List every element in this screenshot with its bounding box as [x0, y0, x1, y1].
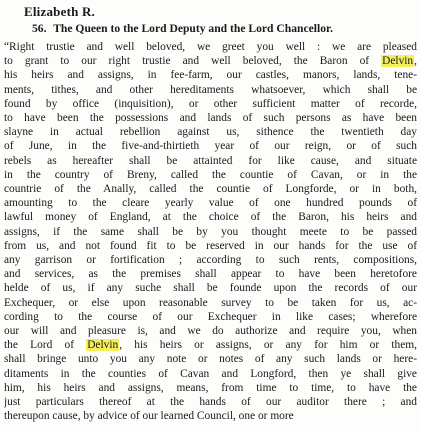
text-line: [4, 395, 417, 409]
text-line: [4, 182, 417, 196]
line-text: “Right trustie and well beloved, we greet you well : we are pleased: [4, 41, 417, 53]
text-line: [4, 409, 417, 423]
highlighted-name: Delvin: [87, 339, 119, 352]
letter-heading: [32, 22, 333, 35]
text-line: [4, 267, 417, 281]
line-text: to have been the possessions and lands of such persons as have been: [4, 112, 417, 124]
line-text: his heirs and assigns, in fee-farm, our castles, manors, lands, tene-: [4, 69, 417, 82]
text-line: [4, 367, 417, 381]
text-line: [4, 310, 417, 324]
text-line: [4, 168, 417, 182]
line-text: ditaments in the counties of Cavan and Longford, then ye shall give: [4, 367, 417, 380]
line-text: assigns, if the same shall be by you thought meete to be passed: [4, 225, 417, 238]
line-text: shall bringe unto you any note or notes of any such lands or here-: [4, 353, 417, 366]
text-line: [4, 83, 417, 97]
text-line: [4, 97, 417, 111]
heading-title: The Queen to the Lord Deputy and the Lord Chancellor.: [53, 22, 333, 35]
text-line: [4, 338, 417, 352]
signature-line: Elizabeth R.: [24, 4, 96, 19]
text-line: [4, 196, 417, 210]
line-text: our will and pleasure is, and we do authorize and require you, when: [4, 325, 417, 337]
text-line: [4, 225, 417, 239]
text-line: [4, 210, 417, 224]
line-text: just particulars thereof at the hands of our auditor there ; and: [4, 396, 417, 408]
line-text: ments, tithes, and other hereditaments whatsoever, which shall be: [4, 83, 417, 96]
text-line: [4, 125, 417, 139]
line-text-continued: , his heirs or assigns, or any for him or them,: [119, 339, 417, 352]
line-text: thereupon cause, by advice of our learned Council, one or more: [4, 410, 294, 423]
highlighted-name: Delvin: [382, 55, 414, 68]
text-line: [4, 324, 417, 338]
text-line: [4, 68, 417, 82]
line-text: from us, and not found fit to be reserved in our hands for the use of: [4, 239, 417, 252]
line-text: countrie of the Anally, called the countie of Longforde, or in both,: [4, 183, 417, 195]
text-line: [4, 281, 417, 295]
text-line: [4, 111, 417, 125]
line-text: slayne in actual rebellion against us, sithence the twentieth day: [4, 126, 417, 139]
line-text: in the country of Breny, called the countie of Cavan, or in the: [4, 168, 417, 181]
text-line: [4, 40, 417, 54]
text-line: [4, 381, 417, 395]
line-text: him, his heirs and assigns, means, from time to time, to have the: [4, 381, 417, 394]
text-line: [4, 54, 417, 68]
line-text: cording to the course of our Exchequer in like cases; wherefore: [4, 310, 417, 323]
line-text: found by office (inquisition), or other sufficient matter of recorde,: [4, 97, 417, 110]
line-text: helde of us, if any suche shall be founde upon the records of our: [4, 282, 417, 295]
text-line: [4, 296, 417, 310]
line-text-continued: ,: [414, 55, 417, 68]
heading-number: 56.: [32, 22, 47, 35]
line-text: of June, in the five-and-thirtieth year of our reign, or of such: [4, 140, 417, 153]
text-line: [4, 239, 417, 253]
line-text: amounting to the cleare yearly value of one hundred pounds of: [4, 197, 417, 210]
text-line: [4, 139, 417, 153]
text-line: [4, 253, 417, 267]
line-text: any garrison or fortification ; according to such rents, compositions,: [4, 254, 417, 266]
line-text: and services, as the premises shall appear to have been heretofore: [4, 268, 417, 281]
line-text: to grant to our right trustie and well beloved, the Baron of: [4, 55, 382, 68]
line-text: the Lord of: [4, 339, 87, 352]
line-text: lawful money of England, at the choice of the Baron, his heirs and: [4, 211, 417, 224]
text-line: [4, 352, 417, 366]
line-text: Exchequer, or else upon reasonable survey to be taken for us, ac-: [4, 296, 417, 309]
line-text: rebels as hereafter shall be attainted for like cause, and situate: [4, 154, 417, 167]
text-line: [4, 154, 417, 168]
